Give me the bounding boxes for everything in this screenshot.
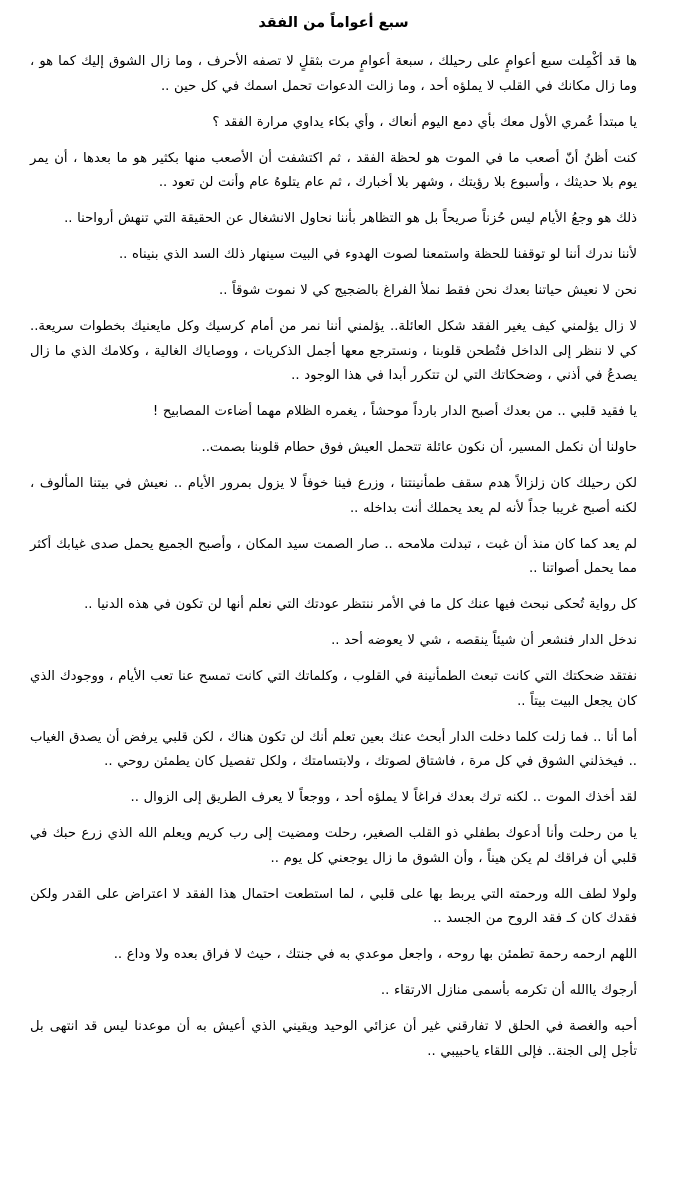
document-title: سبع أعواماً من الفقد [258,15,409,31]
paragraph-8: يا فقيد قلبي .. من بعدك أصبح الدار بارداً موحشاً ، يغمره الظلام مهما أضاءت المصابيح ! [152,404,637,419]
paragraph-10: لكن رحيلك كان زلزالاً هدم سقف طمأنينتنا ، وزرع فينا خوفاً لا يزول بمرور الأيام .. نعيش في بيتنا المألوف ، لكنه أصبح غريبا جداً لأنه لم يعد يحملك أنت بداخله .. [30,476,637,516]
paragraph-12: كل رواية تُحكى نبحث فيها عنك كل ما في الأمر ننتظر عودتك التي نعلم أنها لن تكون في هذه الدنيا .. [84,597,637,612]
paragraph-14: نفتقد ضحكتك التي كانت تبعث الطمأنينة في القلوب ، وكلماتك التي كانت تمسح عنا تعب الأيام ، ووجودك الذي كان يجعل البيت بيتاً .. [30,669,637,709]
paragraph-17: يا من رحلت وأنا أدعوك بطفلي ذو القلب الصغير، رحلت ومضيت إلى رب كريم ويعلم الله الذي زرع حبك في قلبي أن فراقك لم يكن هيناً ، وأن الشوق ما زال يوجعني كل يوم .. [30,826,637,866]
paragraph-15: أما أنا .. فما زلت كلما دخلت الدار أبحث عنك بعين تعلم أنك لن تكون هناك ، لكن قلبي يرفض أن يصدق الغياب .. فيخذلني الشوق في كل مرة ، فاشتاق لصوتك ، ولابتسامتك ، ولكل تفصيل كان يطمئن روحي .. [30,729,637,769]
paragraph-21: أحبه والغصة في الحلق لا تفارقني غير أن عزائي الوحيد ويقيني الذي أعيش به أن موعدنا ليس قد انتهى بل تأجل إلى الجنة.. فإلى اللقاء ياحبيبي .. [30,1019,637,1059]
paragraph-6: نحن لا نعيش حياتنا بعدك نحن فقط نملأ الفراغ بالضجيج كي لا نموت شوقاً .. [219,283,637,298]
paragraph-2: يا مبتدأ عُمري الأول معك بأي دمع اليوم أنعاك ، وأي بكاء يداوي مرارة الفقد ؟ [212,114,637,130]
paragraph-20: أرجوك ياالله أن تكرمه بأسمى منازل الارتقاء .. [380,983,637,998]
paragraph-16: لقد أخذك الموت .. لكنه ترك بعدك فراغاً لا يملؤه أحد ، ووجعاً لا يعرف الطريق إلى الزوال .. [130,790,637,805]
paragraph-7: لا زال يؤلمني كيف يغير الفقد شكل العائلة.. يؤلمني أننا نمر من أمام كرسيك وكل مايعنيك بخطوات سريعة.. كي لا ننظر إلى الداخل فتُطحن قلوبنا ، ونسترجع معها أجمل الذكريات ، ووصاياك الغالية ، وكلامك الذي ما زال يصدعُ في أذني ، وضحكاتك التي لن تتكرر أبدا في هذا الوجود .. [30,319,637,383]
paragraph-19: اللهم ارحمه رحمة تطمئن بها روحه ، واجعل موعدي به في جنتك ، حيث لا فراق بعده ولا وداع .. [113,947,637,962]
paragraph-1: ها قد أكْمِلت سبع أعوامٍ على رحيلك ، سبعة أعوامٍ مرت بثقلٍ لا تصفه الأحرف ، وما زال الشوق إليك كما هو ، وما زال مكانك في القلب لا يملؤه أحد ، وما زالت الدعوات تحمل اسمك في كل حين .. [30,54,637,94]
paragraph-11: لم يعد كما كان منذ أن غبت ، تبدلت ملامحه .. صار الصمت سيد المكان ، وأصبح الجميع يحمل صدى غيابك أكثر مما يحمل أصواتنا .. [30,536,637,576]
paragraph-13: ندخل الدار فنشعر أن شيئاً ينقصه ، شي لا يعوضه أحد .. [331,633,637,648]
paragraph-4: ذلك هو وجعُ الأيام ليس حُزناً صريحاً بل هو التظاهر بأننا نحاول الانشغال عن الحقيقة التي تنهش أرواحنا .. [64,211,637,226]
paragraph-3: كنت أظنُ أنّ أصعب ما في الموت هو لحظة الفقد ، ثم اكتشفت أن الأصعب منها بكثير هو ما بعدها ، أن يمر يوم بلا حديثك ، وأسبوع بلا رؤيتك ، وشهر بلا أخبارك ، ثم عام يتلوهُ عام وأنت لن تعود .. [30,150,637,190]
paragraph-18: ولولا لطف الله ورحمته التي يربط بها على قلبي ، لما استطعت احتمال هذا الفقد لا اعتراض على القدر ولكن فقدك كان كـ فقد الروح من الجسد .. [30,886,637,926]
paragraph-9: حاولنا أن نكمل المسير، أن نكون عائلة تتحمل العيش فوق حطام قلوبنا بصمت.. [201,440,637,455]
paragraph-5: لأننا ندرك أننا لو توقفنا للحظة واستمعنا لصوت الهدوء في البيت سينهار ذلك السد الذي بنيناه .. [118,247,637,262]
